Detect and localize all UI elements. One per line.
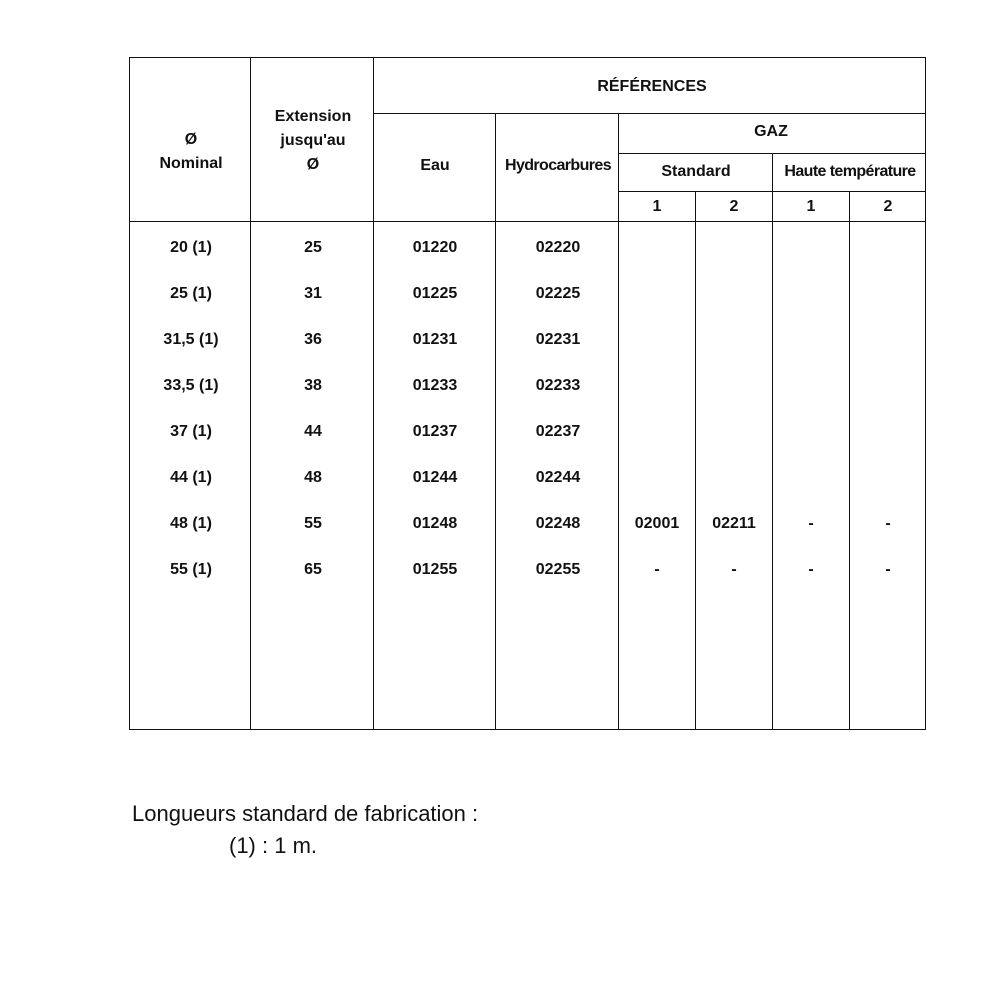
header-references: RÉFÉRENCES [597, 78, 707, 95]
table-cell: 48 [304, 469, 322, 486]
table-cell: 48 (1) [170, 515, 212, 532]
row-divider [373, 113, 925, 114]
table-cell: 01248 [412, 515, 458, 532]
table-cell: - [808, 515, 814, 532]
footer-note [132, 798, 478, 862]
table-cell: 02211 [712, 515, 756, 532]
table-cell: 02220 [535, 239, 581, 256]
subheader-haute-1: 1 [806, 198, 816, 215]
table-cell: 37 (1) [170, 423, 212, 440]
table-cell: 55 (1) [170, 561, 212, 578]
table-cell: 01244 [412, 469, 458, 486]
col-divider [618, 113, 619, 729]
header-extension: Extension jusqu'au Ø [274, 108, 352, 173]
table-cell: 02231 [535, 331, 581, 348]
table-cell: 02255 [535, 561, 581, 578]
table-cell: - [885, 561, 891, 578]
table-cell: 01220 [412, 239, 458, 256]
table-cell: 33,5 (1) [163, 377, 219, 394]
footer-length-note: (1) : 1 m. [229, 833, 318, 858]
table-cell: - [885, 515, 891, 532]
table-cell: 01231 [412, 331, 458, 348]
subheader-standard-1: 1 [652, 198, 662, 215]
table-cell: 02248 [535, 515, 581, 532]
header-nominal: Ø Nominal [159, 131, 223, 172]
table-cell: 02001 [634, 515, 680, 532]
table-cell: 44 [304, 423, 322, 440]
table-cell: - [731, 561, 737, 578]
col-divider [849, 191, 850, 729]
row-divider [618, 153, 925, 154]
col-divider [695, 191, 696, 729]
header-bottom-divider [130, 221, 925, 222]
table-cell: 01233 [412, 377, 458, 394]
table-cell: 02225 [535, 285, 581, 302]
footer-title: Longueurs standard de fabrication : [132, 801, 479, 826]
table-cell: 20 (1) [170, 239, 212, 256]
table-cell: 25 (1) [170, 285, 212, 302]
table-cell: 02233 [535, 377, 581, 394]
subheader-standard-2: 2 [729, 198, 739, 215]
table-cell: 01255 [412, 561, 458, 578]
references-table [129, 57, 926, 730]
table-cell: 02244 [535, 469, 581, 486]
col-divider [373, 58, 374, 729]
table-cell: 55 [304, 515, 322, 532]
header-gaz: GAZ [754, 123, 788, 140]
row-divider [618, 191, 925, 192]
table-cell: 25 [304, 239, 322, 256]
table-cell: 38 [304, 377, 322, 394]
header-standard: Standard [661, 163, 731, 180]
subheader-haute-2: 2 [883, 198, 893, 215]
table-cell: - [654, 561, 660, 578]
col-divider [250, 58, 251, 729]
table-cell: 36 [304, 331, 322, 348]
header-eau: Eau [420, 157, 450, 174]
table-cell: - [808, 561, 814, 578]
header-haute-temperature: Haute température [784, 163, 916, 180]
col-divider [495, 113, 496, 729]
table-cell: 01225 [412, 285, 458, 302]
table-cell: 01237 [412, 423, 458, 440]
table-cell: 31 [304, 285, 322, 302]
table-cell: 02237 [535, 423, 581, 440]
table-cell: 65 [304, 561, 322, 578]
table-cell: 44 (1) [170, 469, 212, 486]
table-cell: 31,5 (1) [163, 331, 219, 348]
col-divider [772, 153, 773, 729]
header-hydrocarbures: Hydrocarbures [504, 157, 612, 174]
